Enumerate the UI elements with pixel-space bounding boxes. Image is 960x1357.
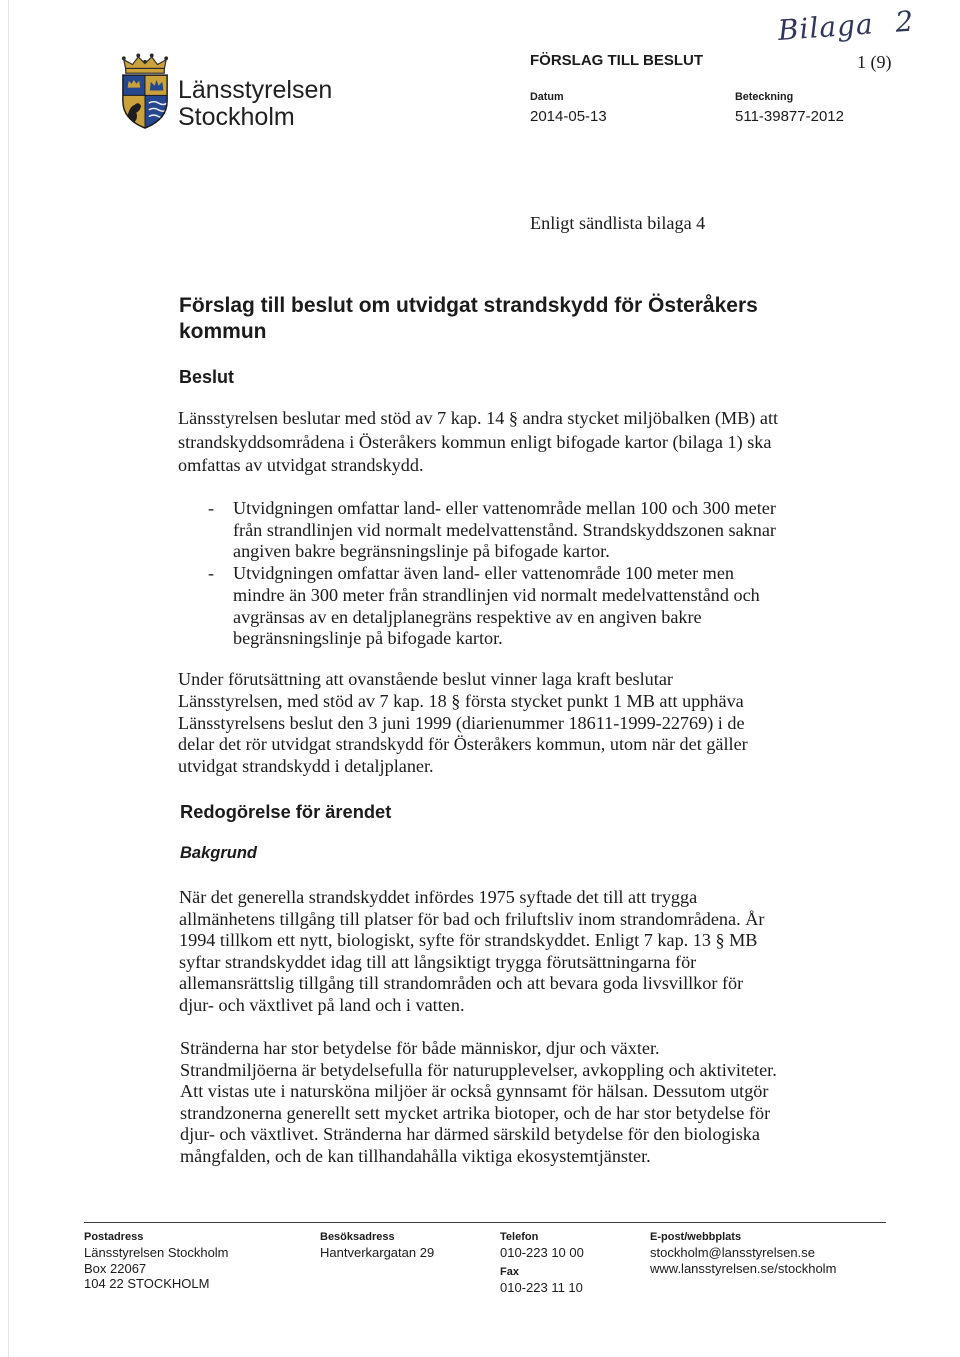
crown-icon (122, 53, 168, 73)
phone-label: Telefon (500, 1231, 539, 1243)
reference-label: Beteckning (735, 91, 794, 103)
decision-intro-paragraph (178, 407, 778, 478)
text-line: mindre än 300 meter från strandlinjen vid normalt medelvattenstånd och (233, 584, 760, 605)
text-line: Under förutsättning att ovanstående beslut vinner laga kraft beslutar (178, 669, 673, 689)
organization-name-line-2: Stockholm (178, 103, 295, 131)
address-line: Länsstyrelsen Stockholm (84, 1245, 229, 1260)
contact-label: E-post/webbplats (650, 1231, 742, 1243)
footer-divider (84, 1222, 886, 1223)
reference-value: 511-39877-2012 (735, 108, 844, 125)
text-line: delar det rör utvidgat strandskydd för Österåkers kommun, utom när det gäller (178, 734, 748, 755)
text-line: avgränsas av en detaljplanegräns respektive av en angiven bakre (233, 606, 702, 627)
text-line: 1994 tillkom ett nytt, biologiskt, syfte för strandskyddet. Enligt 7 kap. 13 § MB (179, 930, 758, 950)
organization-name-line-1: Länsstyrelsen (178, 76, 333, 104)
fax-label: Fax (500, 1266, 519, 1278)
text-line: djur- och växtlivet på land och i vatten. (179, 994, 465, 1015)
case-account-heading: Redogörelse för ärendet (180, 801, 392, 822)
background-paragraph-2 (180, 1038, 777, 1167)
decision-heading: Beslut (179, 367, 235, 387)
text-line: begränsningslinje på bifogade kartor. (233, 628, 503, 649)
text-line: Länsstyrelsen beslutar med stöd av 7 kap. 14 § andra stycket miljöbalken (MB) att (178, 408, 779, 428)
fax-number: 010-223 11 10 (500, 1280, 583, 1295)
text-line: Strandmiljöerna är betydelsefulla för naturupplevelser, avkoppling och aktiviteter. (180, 1059, 777, 1080)
text-line: Utvidgningen omfattar även land- eller vattenområde 100 meter men (233, 563, 734, 584)
coat-of-arms-icon (117, 53, 173, 130)
text-line: Stränderna har stor betydelse för både människor, djur och växter. (180, 1038, 660, 1058)
bullet-item (208, 498, 776, 563)
decision-repeal-paragraph (178, 669, 748, 778)
email-address: stockholm@lansstyrelsen.se (650, 1245, 815, 1260)
date-value: 2014-05-13 (530, 108, 607, 125)
document-title (179, 293, 758, 345)
handwritten-annotation: Bilaga 2 (776, 4, 916, 47)
visiting-address (320, 1245, 434, 1261)
shield-icon (123, 75, 167, 130)
address-line: 104 22 STOCKHOLM (84, 1276, 210, 1291)
text-line: När det generella strandskyddet infördes 1975 syftade det till att trygga (179, 887, 698, 907)
date-label: Datum (530, 91, 564, 103)
bullet-item (208, 563, 776, 650)
distribution-note: Enligt sändlista bilaga 4 (530, 213, 706, 233)
text-line: omfattas av utvidgat strandskydd. (178, 455, 424, 475)
background-subheading: Bakgrund (180, 844, 258, 862)
title-line: kommun (179, 320, 267, 343)
text-line: mångfalden, och de kan tillhandahålla viktiga ekosystemtjänster. (180, 1145, 651, 1166)
visiting-address-label: Besöksadress (320, 1231, 395, 1243)
phone-number: 010-223 10 00 (500, 1245, 584, 1260)
text-line: allemansrättslig tillgång till strandområden och att bevara goda livsvillkor för (179, 973, 744, 993)
text-line: Länsstyrelsens beslut den 3 juni 1999 (diarienummer 18611-1999-22769) i de (178, 712, 745, 733)
organization-name (178, 77, 332, 131)
text-line: Länsstyrelsen, med stöd av 7 kap. 18 § första stycket punkt 1 MB att upphäva (178, 690, 744, 711)
text-line: syftar strandskyddet idag till att långsiktigt trygga förutsättningarna för (179, 951, 697, 972)
background-paragraph-1 (179, 887, 764, 1016)
text-line: angiven bakre begränsningslinje på bifogade kartor. (233, 541, 610, 562)
bullet-dash: - (208, 498, 215, 518)
text-line: Utvidgningen omfattar land- eller vattenområde mellan 100 och 300 meter (233, 498, 776, 518)
website-address: www.lansstyrelsen.se/stockholm (650, 1260, 837, 1276)
postal-address (84, 1245, 229, 1292)
text-line: från strandlinjen vid normalt medelvattenstånd. Strandskyddszonen saknar (233, 519, 776, 540)
bullet-dash: - (208, 563, 215, 584)
title-line: Förslag till beslut om utvidgat strandskydd för Österåkers (179, 294, 758, 317)
decision-bullet-list (208, 498, 776, 650)
coat-of-arms-svg (117, 53, 173, 130)
page-indicator: 1 (9) (857, 52, 892, 72)
text-line: allmänhetens tillgång till platser för bad och friluftsliv inom strandområdena. År (179, 908, 765, 929)
text-line: strandzonerna generellt sett mycket artrika biotoper, och de har stor betydelse för (180, 1102, 771, 1123)
scan-edge-line (8, 0, 9, 1357)
address-line: Hantverkargatan 29 (320, 1245, 435, 1260)
address-line: Box 22067 (84, 1260, 147, 1276)
text-line: Att vistas ute i natursköna miljöer är också gynnsamt för hälsan. Dessutom utgör (180, 1081, 769, 1101)
document-type: FÖRSLAG TILL BESLUT (530, 52, 704, 69)
text-line: strandskyddsområdena i Österåkers kommun enligt bifogade kartor (bilaga 1) ska (178, 431, 772, 452)
contact-info (650, 1245, 836, 1276)
text-line: djur- och växtlivet. Stränderna har därmed särskild betydelse för den biologiska (180, 1124, 760, 1144)
postal-address-label: Postadress (84, 1231, 144, 1243)
text-line: utvidgat strandskydd i detaljplaner. (178, 756, 434, 776)
